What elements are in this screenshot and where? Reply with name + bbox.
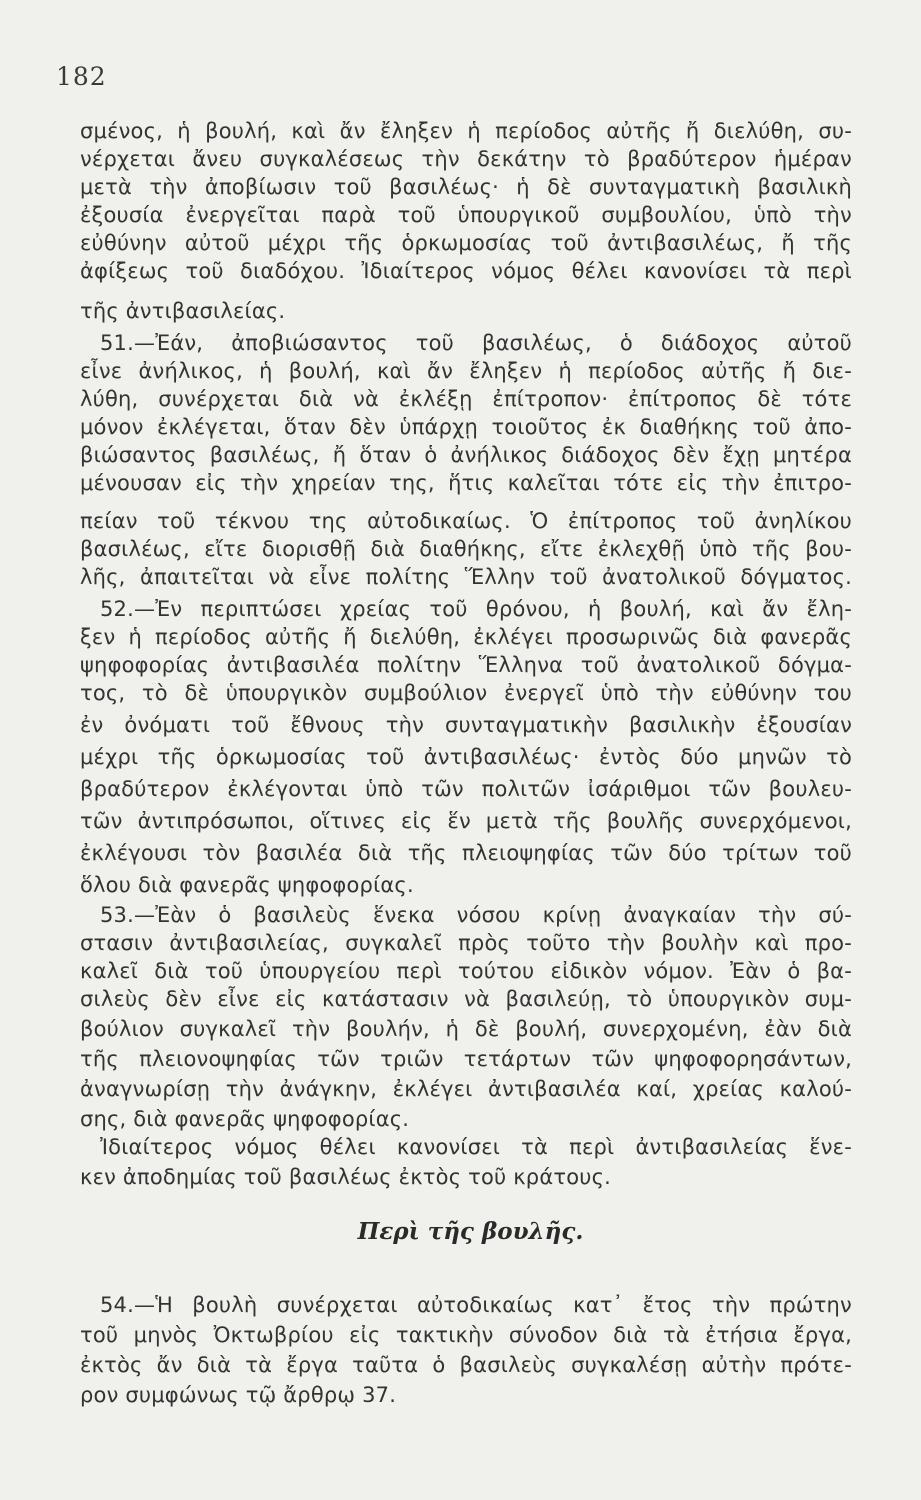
text-line: ἀναγνωρίσῃ τὴν ἀνάγκην, ἐκλέγει ἀντιβασιλέα καί, χρείας καλού- bbox=[80, 1077, 852, 1101]
text-line: ἐν ὀνόματι τοῦ ἔθνους τὴν συνταγματικὴν βασιλικὴν ἐξουσίαν bbox=[80, 713, 852, 737]
text-line: ἐξουσία ἐνεργεῖται παρὰ τοῦ ὑπουργικοῦ συμβουλίου, ὑπὸ τὴν bbox=[80, 203, 852, 227]
section-heading bbox=[0, 1218, 921, 1245]
text-line: 51.—Ἐάν, ἀποβιώσαντος τοῦ βασιλέως, ὁ διάδοχος αὐτοῦ bbox=[100, 331, 852, 355]
text-line: τος, τὸ δὲ ὑπουργικὸν συμβούλιον ἐνεργεῖ ὑπὸ τὴν εὐθύνην του bbox=[80, 681, 852, 705]
text-line: ἐκτὸς ἄν διὰ τὰ ἔργα ταῦτα ὁ βασιλεὺς συγκαλέσῃ αὐτὴν πρότε- bbox=[80, 1353, 852, 1377]
text-line: πείαν τοῦ τέκνου της αὐτοδικαίως. Ὁ ἐπίτροπος τοῦ ἀνηλίκου bbox=[80, 509, 852, 533]
text-line: καλεῖ διὰ τοῦ ὑπουργείου περὶ τούτου εἰδικὸν νόμον. Ἐὰν ὁ βα- bbox=[80, 959, 852, 983]
text-line: 53.—Ἐὰν ὁ βασιλεὺς ἕνεκα νόσου κρίνῃ ἀναγκαίαν τὴν σύ- bbox=[100, 903, 852, 927]
text-line: σιλεὺς δὲν εἶνε εἰς κατάστασιν νὰ βασιλεύῃ, τὸ ὑπουργικὸν συμ- bbox=[80, 987, 852, 1011]
text-line: λύθη, συνέρχεται διὰ νὰ ἐκλέξῃ ἐπίτροπον· ἐπίτροπος δὲ τότε bbox=[80, 387, 852, 411]
text-line: μόνον ἐκλέγεται, ὅταν δὲν ὑπάρχῃ τοιοῦτος ἐκ διαθήκης τοῦ ἀπο- bbox=[80, 415, 852, 439]
text-line: σης, διὰ φανερᾶς ψηφοφορίας. bbox=[80, 1107, 410, 1131]
text-line: βιώσαντος βασιλέως, ἤ ὅταν ὁ ἀνήλικος διάδοχος δὲν ἔχῃ μητέρα bbox=[80, 443, 852, 467]
text-line: νέρχεται ἄνευ συγκαλέσεως τὴν δεκάτην τὸ βραδύτερον ἡμέραν bbox=[80, 147, 852, 171]
text-line: τῆς πλειονοψηφίας τῶν τριῶν τετάρτων τῶν ψηφοφορησάντων, bbox=[80, 1047, 852, 1071]
text-line: βασιλέως, εἴτε διορισθῇ διὰ διαθήκης, εἴτε ἐκλεχθῇ ὑπὸ τῆς βου- bbox=[80, 537, 852, 561]
text-line: ἀφίξεως τοῦ διαδόχου. Ἰδιαίτερος νόμος θέλει κανονίσει τὰ περὶ bbox=[80, 259, 852, 283]
text-line: λῆς, ἀπαιτεῖται νὰ εἶνε πολίτης Ἕλλην τοῦ ἀνατολικοῦ δόγματος. bbox=[80, 565, 852, 589]
text-line: ξεν ἡ περίοδος αὐτῆς ἤ διελύθη, ἐκλέγει προσωρινῶς διὰ φανερᾶς bbox=[80, 625, 852, 649]
text-line: εἶνε ἀνήλικος, ἡ βουλή, καὶ ἄν ἔληξεν ἡ περίοδος αὐτῆς ἤ διε- bbox=[80, 359, 852, 383]
text-line: ἐκλέγουσι τὸν βασιλέα διὰ τῆς πλειοψηφίας τῶν δύο τρίτων τοῦ bbox=[80, 841, 852, 865]
text-line: βραδύτερον ἐκλέγονται ὑπὸ τῶν πολιτῶν ἰσάριθμοι τῶν βουλευ- bbox=[80, 777, 852, 801]
text-line: ὅλου διὰ φανερᾶς ψηφοφορίας. bbox=[80, 873, 414, 897]
text-line: μένουσαν εἰς τὴν χηρείαν της, ἥτις καλεῖται τότε εἰς τὴν ἐπιτρο- bbox=[80, 471, 852, 495]
text-line: εὐθύνην αὐτοῦ μέχρι τῆς ὁρκωμοσίας τοῦ ἀντιβασιλέως, ἤ τῆς bbox=[80, 231, 852, 255]
text-line: τοῦ μηνὸς Ὀκτωβρίου εἰς τακτικὴν σύνοδον διὰ τὰ ἐτήσια ἔργα, bbox=[80, 1323, 852, 1347]
text-line: βούλιον συγκαλεῖ τὴν βουλήν, ἡ δὲ βουλή, συνερχομένη, ἐὰν διὰ bbox=[80, 1017, 852, 1041]
text-line: Ἰδιαίτερος νόμος θέλει κανονίσει τὰ περὶ ἀντιβασιλείας ἕνε- bbox=[100, 1135, 852, 1159]
text-line: 54.—Ἡ βουλὴ συνέρχεται αὐτοδικαίως κατ᾽ ἔτος τὴν πρώτην bbox=[100, 1293, 852, 1317]
section-heading-text: Περὶ τῆς βουλῆς. bbox=[357, 1218, 584, 1245]
text-line: μετὰ τὴν ἀποβίωσιν τοῦ βασιλέως· ἡ δὲ συνταγματικὴ βασιλικὴ bbox=[80, 175, 852, 199]
text-line: μέχρι τῆς ὁρκωμοσίας τοῦ ἀντιβασιλέως· ἐντὸς δύο μηνῶν τὸ bbox=[80, 745, 852, 769]
text-line: τῆς ἀντιβασιλείας. bbox=[80, 299, 286, 323]
text-line: ρον συμφώνως τῷ ἄρθρῳ 37. bbox=[80, 1383, 397, 1407]
text-line: ψηφοφορίας ἀντιβασιλέα πολίτην Ἕλληνα τοῦ ἀνατολικοῦ δόγμα- bbox=[80, 653, 852, 677]
text-line: 52.—Ἐν περιπτώσει χρείας τοῦ θρόνου, ἡ βουλή, καὶ ἄν ἔλη- bbox=[100, 597, 852, 621]
text-line: κεν ἀποδημίας τοῦ βασιλέως ἐκτὸς τοῦ κράτους. bbox=[80, 1165, 612, 1189]
text-line: τῶν ἀντιπρόσωποι, οἵτινες εἰς ἕν μετὰ τῆς βουλῆς συνερχόμενοι, bbox=[80, 809, 852, 833]
text-line: σμένος, ἡ βουλή, καὶ ἄν ἔληξεν ἡ περίοδος αὐτῆς ἤ διελύθη, συ- bbox=[80, 119, 852, 143]
page-number: 182 bbox=[56, 62, 107, 91]
text-line: στασιν ἀντιβασιλείας, συγκαλεῖ πρὸς τοῦτο τὴν βουλὴν καὶ προ- bbox=[80, 931, 852, 955]
